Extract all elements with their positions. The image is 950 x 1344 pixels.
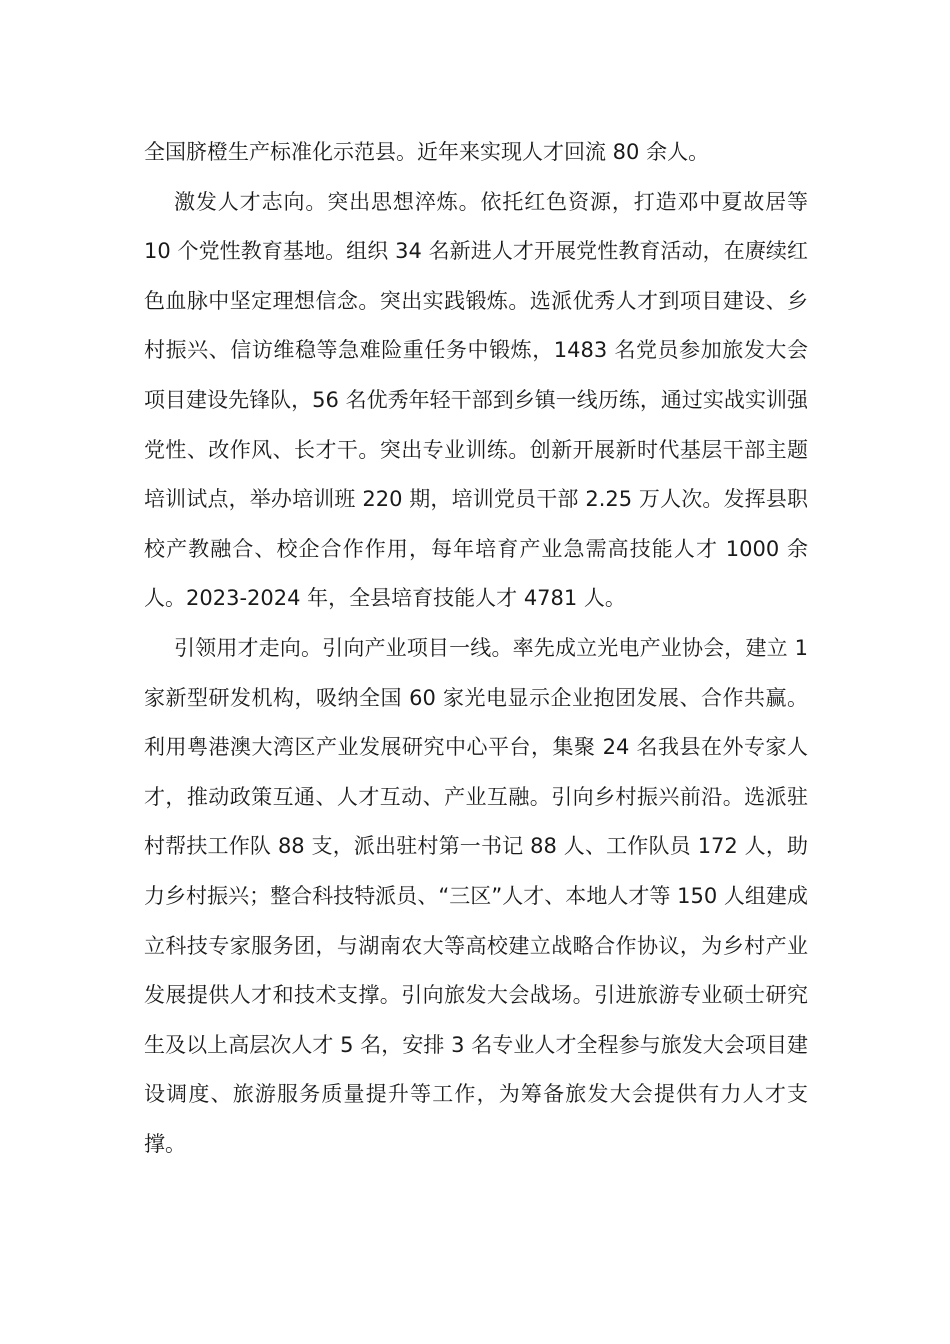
paragraph-talent-aspiration: 激发人才志向。突出思想淬炼。依托红色资源，打造邓中夏故居等 10 个党性教育基地。组织 34 名新进人才开展党性教育活动，在赓续红色血脉中坚定理想信念。突出实践锻炼。选派优秀人才到项目建设、乡村振兴、信访维稳等急难险重任务中锻炼，1483 名党员参加旅发大会项目建设先锋队，56 名优秀年轻干部到乡镇一线历练，通过实战实训强党性、改作风、长才干。突出专业训练。创新开展新时代基层干部主题培训试点，举办培训班 220 期，培训党员干部 2.25 万人次。发挥县职校产教融合、校企合作作用，每年培育产业急需高技能人才 1000 余人。2023-2024 年，全县培育技能人才 4781 人。 xyxy=(144,189,808,611)
paragraph-continuation: 全国脐橙生产标准化示范县。近年来实现人才回流 80 余人。 xyxy=(144,140,710,164)
paragraph-talent-usage: 引领用才走向。引向产业项目一线。率先成立光电产业协会，建立 1 家新型研发机构，吸纳全国 60 家光电显示企业抱团发展、合作共赢。利用粤港澳大湾区产业发展研究中心平台，集聚 24 名我县在外专家人才，推动政策互通、人才互动、产业互融。引向乡村振兴前沿。选派驻村帮扶工作队 88 支，派出驻村第一书记 88 人、工作队员 172 人，助力乡村振兴；整合科技特派员、“三区”人才、本地人才等 150 人组建成立科技专家服务团，与湖南农大等高校建立战略合作协议，为乡村产业发展提供人才和技术支撑。引向旅发大会战场。引进旅游专业硕士研究生及以上高层次人才 5 名，安排 3 名专业人才全程参与旅发大会项目建设调度、旅游服务质量提升等工作，为筹备旅发大会提供有力人才支撑。 xyxy=(144,635,808,1156)
document-body xyxy=(144,128,808,1169)
